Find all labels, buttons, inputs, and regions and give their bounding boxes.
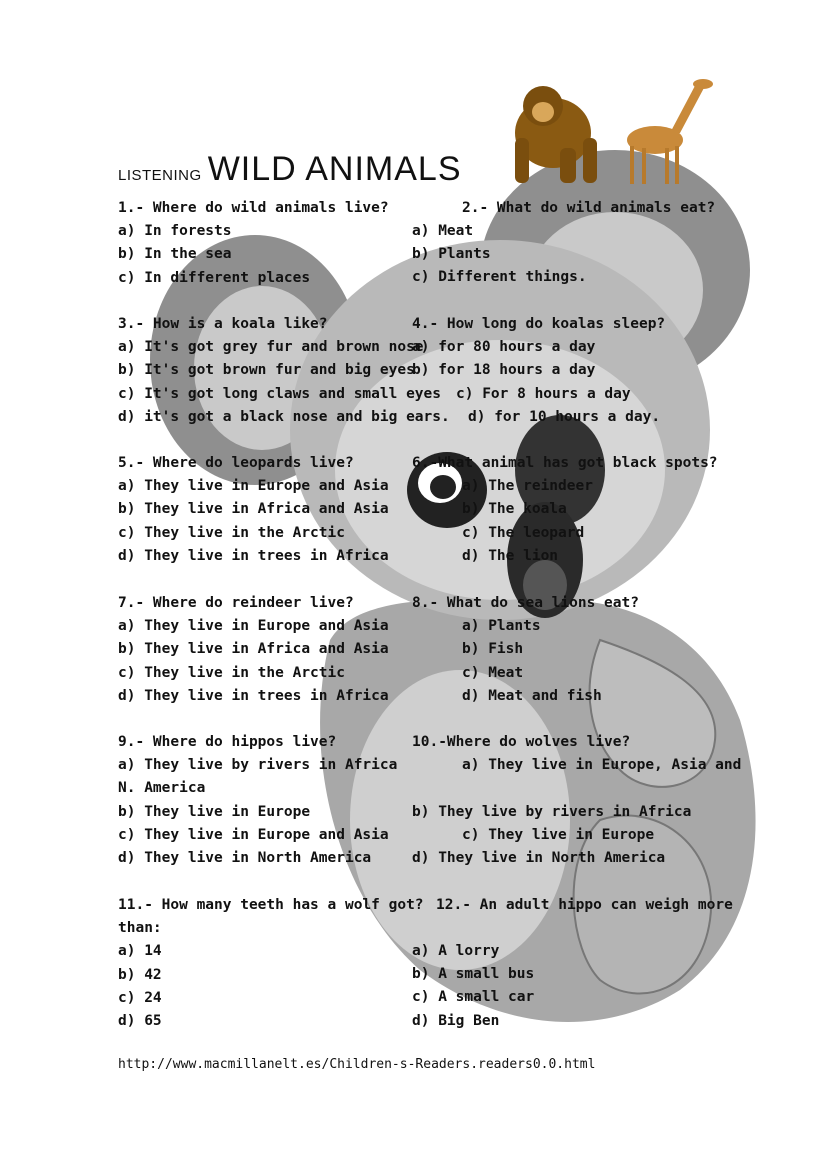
question-text: 6.-What animal has got black spots? bbox=[412, 455, 718, 471]
option: a) The reindeer bbox=[462, 478, 593, 495]
option: a) They live by rivers in Africa bbox=[118, 757, 398, 774]
question-text: 7.- Where do reindeer live? bbox=[118, 595, 354, 611]
option: a) 14 bbox=[118, 943, 162, 960]
option: c) They live in the Arctic bbox=[118, 524, 345, 541]
question-12 bbox=[436, 894, 733, 917]
question-11 bbox=[118, 894, 424, 1033]
option: b) In the sea bbox=[118, 246, 232, 263]
option: c) 24 bbox=[118, 989, 162, 1006]
gorilla-giraffe-picture bbox=[505, 78, 720, 188]
gorilla-icon bbox=[515, 86, 597, 183]
option: d) Big Ben bbox=[412, 1012, 500, 1029]
question-text: 2.- What do wild animals eat? bbox=[462, 200, 716, 216]
option: d) for 10 hours a day. bbox=[468, 408, 661, 425]
question-text: 8.- What do sea lions eat? bbox=[412, 595, 639, 611]
question-text: 11.- How many teeth has a wolf got? bbox=[118, 897, 424, 913]
title-listening: LISTENING bbox=[118, 167, 202, 184]
option: b) 42 bbox=[118, 966, 162, 983]
option: d) The lion bbox=[462, 547, 559, 564]
option: a) It's got grey fur and brown nose bbox=[118, 339, 424, 356]
question-8 bbox=[412, 592, 639, 708]
question-4 bbox=[412, 313, 665, 429]
option: c) It's got long claws and small eyes bbox=[118, 385, 442, 402]
question-5 bbox=[118, 452, 389, 568]
option: b) They live in Europe bbox=[118, 803, 311, 820]
option: a) They live in Europe and Asia bbox=[118, 618, 389, 635]
option: a) In forests bbox=[118, 223, 232, 240]
option: d) They live in North America bbox=[412, 850, 666, 867]
option: d) Meat and fish bbox=[462, 687, 602, 704]
option: c) They live in the Arctic bbox=[118, 664, 345, 681]
option: d) They live in North America bbox=[118, 850, 372, 867]
option: c) They live in Europe and Asia bbox=[118, 826, 389, 843]
question-text: 1.- Where do wild animals live? bbox=[118, 200, 389, 216]
title-wild-animals: WILD ANIMALS bbox=[207, 150, 462, 188]
option: c) For 8 hours a day bbox=[456, 385, 631, 402]
option-continuation: N. America bbox=[118, 780, 206, 797]
option: c) The leopard bbox=[462, 524, 585, 541]
option: c) Different things. bbox=[412, 269, 587, 286]
option: a) for 80 hours a day bbox=[412, 339, 596, 356]
question-text: 9.- Where do hippos live? bbox=[118, 734, 337, 750]
option: a) They live in Europe, Asia and bbox=[462, 757, 742, 774]
option: a) Meat bbox=[412, 223, 474, 239]
question-text: 3.- How is a koala like? bbox=[118, 316, 328, 332]
question-text: 10.-Where do wolves live? bbox=[412, 734, 631, 750]
option: a) They live in Europe and Asia bbox=[118, 478, 389, 495]
question-1 bbox=[118, 197, 389, 290]
giraffe-icon bbox=[627, 79, 713, 184]
option: b) for 18 hours a day bbox=[412, 362, 596, 379]
option: d) 65 bbox=[118, 1013, 162, 1030]
question-12-options bbox=[412, 940, 534, 1033]
option: c) In different places bbox=[118, 269, 311, 286]
option: b) Fish bbox=[462, 641, 524, 658]
source-url[interactable]: http://www.macmillanelt.es/Children-s-Readers.readers0.0.html bbox=[118, 1057, 596, 1072]
question-10 bbox=[412, 731, 741, 870]
question-text: 12.- An adult hippo can weigh more bbox=[436, 897, 733, 913]
question-2-options bbox=[412, 220, 587, 290]
question-7 bbox=[118, 592, 389, 708]
option: a) A lorry bbox=[412, 943, 500, 959]
question-9 bbox=[118, 731, 397, 870]
option: b) They live in Africa and Asia bbox=[118, 641, 389, 658]
option: b) A small bus bbox=[412, 966, 535, 983]
question-text-continuation: than: bbox=[118, 920, 162, 937]
question-2 bbox=[462, 197, 715, 220]
worksheet-title bbox=[118, 150, 462, 189]
option: d) They live in trees in Africa bbox=[118, 547, 389, 564]
question-3 bbox=[118, 313, 450, 429]
question-6 bbox=[412, 452, 718, 568]
option: a) Plants bbox=[462, 618, 541, 635]
option: d) it's got a black nose and big ears. bbox=[118, 408, 450, 425]
option: b) The koala bbox=[462, 501, 567, 518]
option: d) They live in trees in Africa bbox=[118, 687, 389, 704]
option: c) They live in Europe bbox=[462, 826, 655, 843]
option: b) Plants bbox=[412, 246, 491, 263]
question-text: 4.- How long do koalas sleep? bbox=[412, 316, 666, 332]
option: c) A small car bbox=[412, 989, 535, 1006]
option-spacer bbox=[412, 777, 741, 800]
option: b) They live in Africa and Asia bbox=[118, 501, 389, 518]
option: b) They live by rivers in Africa bbox=[412, 803, 692, 820]
question-text: 5.- Where do leopards live? bbox=[118, 455, 354, 471]
option: b) It's got brown fur and big eyes bbox=[118, 362, 415, 379]
option: c) Meat bbox=[462, 664, 524, 681]
